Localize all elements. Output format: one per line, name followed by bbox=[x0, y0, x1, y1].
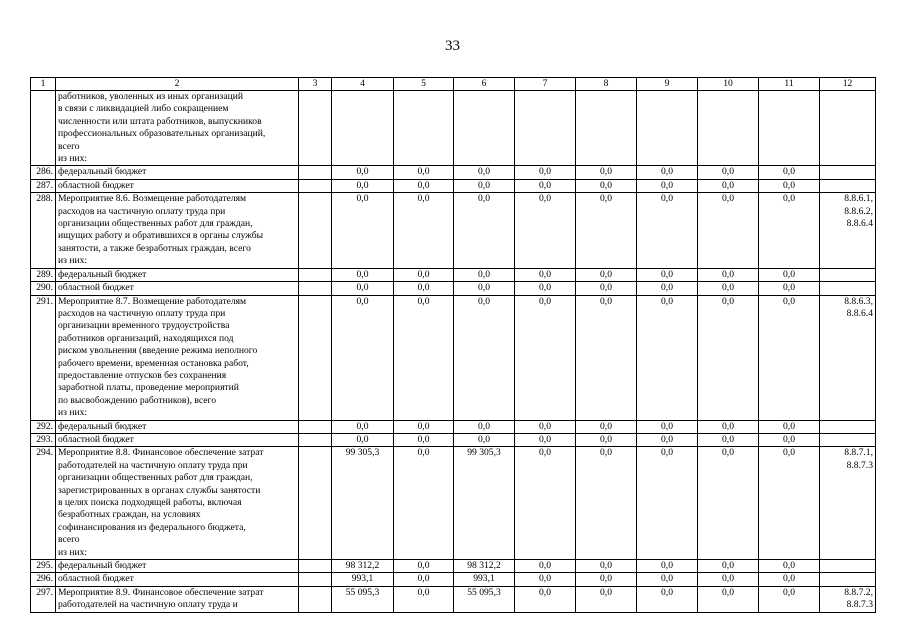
value-cell: 0,0 bbox=[332, 282, 394, 295]
row-col3 bbox=[299, 586, 332, 612]
value-cell: 0,0 bbox=[332, 268, 394, 281]
value-cell: 0,0 bbox=[637, 282, 698, 295]
value-cell: 0,0 bbox=[576, 420, 637, 433]
value-cell: 99 305,3 bbox=[454, 447, 515, 560]
column-header-10: 10 bbox=[698, 78, 759, 91]
value-cell: 0,0 bbox=[759, 420, 820, 433]
value-cell: 0,0 bbox=[454, 193, 515, 268]
value-cell: 0,0 bbox=[759, 193, 820, 268]
value-cell: 0,0 bbox=[454, 268, 515, 281]
value-cell: 0,0 bbox=[454, 295, 515, 420]
row-description: Мероприятие 8.8. Финансовое обеспечение затрат работодателей на частичную оплату труда при организации общественных работ для граждан, зарегистрированных в органах службы занятости в целях поиска подходящей работы, включая безработных граждан, на условиях софинансирования из федерального бюджета, всего из них: bbox=[56, 447, 299, 560]
table-row bbox=[31, 447, 876, 560]
value-cell: 0,0 bbox=[576, 282, 637, 295]
row-reference bbox=[820, 560, 876, 573]
row-number: 293. bbox=[31, 433, 56, 446]
value-cell: 0,0 bbox=[698, 573, 759, 586]
row-col3 bbox=[299, 91, 332, 166]
row-number: 291. bbox=[31, 295, 56, 420]
value-cell: 0,0 bbox=[637, 295, 698, 420]
value-cell: 0,0 bbox=[515, 179, 576, 192]
value-cell: 0,0 bbox=[637, 433, 698, 446]
value-cell: 0,0 bbox=[515, 193, 576, 268]
row-col3 bbox=[299, 433, 332, 446]
row-reference bbox=[820, 433, 876, 446]
value-cell: 0,0 bbox=[698, 560, 759, 573]
row-description: Мероприятие 8.9. Финансовое обеспечение затрат работодателей на частичную оплату труда и bbox=[56, 586, 299, 612]
value-cell: 0,0 bbox=[759, 560, 820, 573]
row-reference bbox=[820, 420, 876, 433]
row-number: 292. bbox=[31, 420, 56, 433]
value-cell: 0,0 bbox=[515, 295, 576, 420]
value-cell: 0,0 bbox=[759, 166, 820, 179]
row-number: 294. bbox=[31, 447, 56, 560]
value-cell: 0,0 bbox=[576, 166, 637, 179]
value-cell: 0,0 bbox=[394, 573, 454, 586]
value-cell: 99 305,3 bbox=[332, 447, 394, 560]
table-header bbox=[31, 78, 876, 91]
value-cell: 0,0 bbox=[515, 433, 576, 446]
row-reference: 8.8.6.3, 8.8.6.4 bbox=[820, 295, 876, 420]
value-cell: 0,0 bbox=[698, 179, 759, 192]
header-row bbox=[31, 78, 876, 91]
table-row bbox=[31, 573, 876, 586]
value-cell: 0,0 bbox=[515, 420, 576, 433]
value-cell: 55 095,3 bbox=[454, 586, 515, 612]
value-cell: 0,0 bbox=[759, 447, 820, 560]
value-cell: 0,0 bbox=[698, 586, 759, 612]
value-cell bbox=[454, 91, 515, 166]
value-cell: 0,0 bbox=[454, 166, 515, 179]
value-cell: 0,0 bbox=[576, 295, 637, 420]
row-number: 286. bbox=[31, 166, 56, 179]
row-description: областной бюджет bbox=[56, 179, 299, 192]
row-col3 bbox=[299, 447, 332, 560]
value-cell: 0,0 bbox=[515, 447, 576, 560]
value-cell: 0,0 bbox=[515, 268, 576, 281]
table-row bbox=[31, 295, 876, 420]
value-cell: 0,0 bbox=[759, 282, 820, 295]
value-cell: 0,0 bbox=[698, 193, 759, 268]
value-cell: 0,0 bbox=[759, 586, 820, 612]
row-number: 296. bbox=[31, 573, 56, 586]
table-row bbox=[31, 420, 876, 433]
row-description: Мероприятие 8.7. Возмещение работодателям расходов на частичную оплату труда при организации временного трудоустройства работников организаций, находящихся под риском увольнения (введение режима неполного рабочего времени, временная остановка работ, предоставление отпусков без сохранения заработной платы, проведение мероприятий по высвобождению работников), всего из них: bbox=[56, 295, 299, 420]
value-cell: 0,0 bbox=[394, 447, 454, 560]
table-body bbox=[31, 91, 876, 613]
row-col3 bbox=[299, 166, 332, 179]
value-cell bbox=[394, 91, 454, 166]
row-reference bbox=[820, 573, 876, 586]
column-header-3: 3 bbox=[299, 78, 332, 91]
row-reference bbox=[820, 268, 876, 281]
value-cell: 0,0 bbox=[698, 268, 759, 281]
value-cell: 0,0 bbox=[698, 295, 759, 420]
table-row bbox=[31, 433, 876, 446]
value-cell: 0,0 bbox=[576, 179, 637, 192]
value-cell: 0,0 bbox=[332, 420, 394, 433]
value-cell: 0,0 bbox=[454, 179, 515, 192]
value-cell: 0,0 bbox=[394, 282, 454, 295]
value-cell: 0,0 bbox=[698, 420, 759, 433]
value-cell: 0,0 bbox=[394, 295, 454, 420]
value-cell: 0,0 bbox=[576, 560, 637, 573]
row-reference: 8.8.7.1, 8.8.7.3 bbox=[820, 447, 876, 560]
value-cell: 0,0 bbox=[454, 420, 515, 433]
row-description: федеральный бюджет bbox=[56, 420, 299, 433]
row-reference: 8.8.7.2, 8.8.7.3 bbox=[820, 586, 876, 612]
value-cell bbox=[576, 91, 637, 166]
value-cell: 0,0 bbox=[332, 295, 394, 420]
row-reference bbox=[820, 282, 876, 295]
row-number: 295. bbox=[31, 560, 56, 573]
value-cell: 0,0 bbox=[637, 560, 698, 573]
column-header-11: 11 bbox=[759, 78, 820, 91]
table-row bbox=[31, 179, 876, 192]
value-cell: 0,0 bbox=[637, 179, 698, 192]
row-col3 bbox=[299, 420, 332, 433]
value-cell: 0,0 bbox=[515, 586, 576, 612]
column-header-7: 7 bbox=[515, 78, 576, 91]
value-cell bbox=[698, 91, 759, 166]
value-cell bbox=[332, 91, 394, 166]
row-number: 287. bbox=[31, 179, 56, 192]
value-cell: 0,0 bbox=[759, 268, 820, 281]
row-description: работников, уволенных из иных организаций в связи с ликвидацией либо сокращением численности или штата работников, выпускников профессиональных образовательных организаций, всего из них: bbox=[56, 91, 299, 166]
value-cell: 0,0 bbox=[759, 433, 820, 446]
table-row bbox=[31, 282, 876, 295]
value-cell: 0,0 bbox=[698, 166, 759, 179]
value-cell: 0,0 bbox=[515, 166, 576, 179]
value-cell: 0,0 bbox=[759, 573, 820, 586]
column-header-1: 1 bbox=[31, 78, 56, 91]
table-row bbox=[31, 193, 876, 268]
value-cell: 0,0 bbox=[394, 268, 454, 281]
column-header-6: 6 bbox=[454, 78, 515, 91]
row-description: Мероприятие 8.6. Возмещение работодателям расходов на частичную оплату труда при организации общественных работ для граждан, ищущих работу и обратившихся в органы службы занятости, а также безработных граждан, всего из них: bbox=[56, 193, 299, 268]
value-cell: 0,0 bbox=[698, 282, 759, 295]
value-cell: 0,0 bbox=[454, 433, 515, 446]
value-cell: 0,0 bbox=[637, 193, 698, 268]
value-cell: 0,0 bbox=[576, 447, 637, 560]
value-cell: 0,0 bbox=[759, 179, 820, 192]
page-number: 33 bbox=[445, 38, 460, 54]
row-reference: 8.8.6.1, 8.8.6.2, 8.8.6.4 bbox=[820, 193, 876, 268]
row-number: 290. bbox=[31, 282, 56, 295]
value-cell: 0,0 bbox=[637, 586, 698, 612]
table-row bbox=[31, 166, 876, 179]
column-header-5: 5 bbox=[394, 78, 454, 91]
row-description: областной бюджет bbox=[56, 433, 299, 446]
value-cell: 0,0 bbox=[332, 179, 394, 192]
value-cell: 0,0 bbox=[759, 295, 820, 420]
row-description: областной бюджет bbox=[56, 282, 299, 295]
value-cell: 0,0 bbox=[332, 433, 394, 446]
row-col3 bbox=[299, 179, 332, 192]
value-cell: 0,0 bbox=[394, 179, 454, 192]
value-cell: 0,0 bbox=[698, 447, 759, 560]
value-cell: 0,0 bbox=[637, 573, 698, 586]
column-header-9: 9 bbox=[637, 78, 698, 91]
value-cell bbox=[637, 91, 698, 166]
value-cell: 98 312,2 bbox=[454, 560, 515, 573]
column-header-12: 12 bbox=[820, 78, 876, 91]
column-header-2: 2 bbox=[56, 78, 299, 91]
value-cell: 0,0 bbox=[515, 573, 576, 586]
row-reference bbox=[820, 179, 876, 192]
value-cell: 0,0 bbox=[576, 193, 637, 268]
table-row bbox=[31, 560, 876, 573]
value-cell: 0,0 bbox=[394, 433, 454, 446]
row-col3 bbox=[299, 282, 332, 295]
table-row bbox=[31, 268, 876, 281]
value-cell: 0,0 bbox=[515, 282, 576, 295]
row-reference bbox=[820, 166, 876, 179]
value-cell bbox=[515, 91, 576, 166]
value-cell: 0,0 bbox=[576, 586, 637, 612]
row-description: областной бюджет bbox=[56, 573, 299, 586]
row-description: федеральный бюджет bbox=[56, 268, 299, 281]
row-col3 bbox=[299, 193, 332, 268]
value-cell: 0,0 bbox=[637, 420, 698, 433]
value-cell: 0,0 bbox=[394, 166, 454, 179]
row-number: 288. bbox=[31, 193, 56, 268]
row-col3 bbox=[299, 268, 332, 281]
value-cell: 0,0 bbox=[394, 586, 454, 612]
value-cell: 0,0 bbox=[394, 193, 454, 268]
row-col3 bbox=[299, 573, 332, 586]
value-cell bbox=[759, 91, 820, 166]
value-cell: 0,0 bbox=[698, 433, 759, 446]
value-cell: 0,0 bbox=[394, 420, 454, 433]
row-number: 289. bbox=[31, 268, 56, 281]
column-header-8: 8 bbox=[576, 78, 637, 91]
value-cell: 0,0 bbox=[454, 282, 515, 295]
row-col3 bbox=[299, 295, 332, 420]
row-number: 297. bbox=[31, 586, 56, 612]
value-cell: 0,0 bbox=[394, 560, 454, 573]
value-cell: 98 312,2 bbox=[332, 560, 394, 573]
column-header-4: 4 bbox=[332, 78, 394, 91]
value-cell: 993,1 bbox=[454, 573, 515, 586]
value-cell: 0,0 bbox=[576, 433, 637, 446]
value-cell: 0,0 bbox=[576, 268, 637, 281]
value-cell: 0,0 bbox=[332, 166, 394, 179]
table-row bbox=[31, 586, 876, 612]
value-cell: 0,0 bbox=[515, 560, 576, 573]
row-description: федеральный бюджет bbox=[56, 166, 299, 179]
value-cell: 0,0 bbox=[637, 447, 698, 560]
row-description: федеральный бюджет bbox=[56, 560, 299, 573]
value-cell: 0,0 bbox=[576, 573, 637, 586]
row-reference bbox=[820, 91, 876, 166]
value-cell: 55 095,3 bbox=[332, 586, 394, 612]
value-cell: 0,0 bbox=[332, 193, 394, 268]
row-col3 bbox=[299, 560, 332, 573]
value-cell: 993,1 bbox=[332, 573, 394, 586]
budget-table bbox=[30, 77, 876, 613]
value-cell: 0,0 bbox=[637, 268, 698, 281]
value-cell: 0,0 bbox=[637, 166, 698, 179]
table-row bbox=[31, 91, 876, 166]
row-number bbox=[31, 91, 56, 166]
